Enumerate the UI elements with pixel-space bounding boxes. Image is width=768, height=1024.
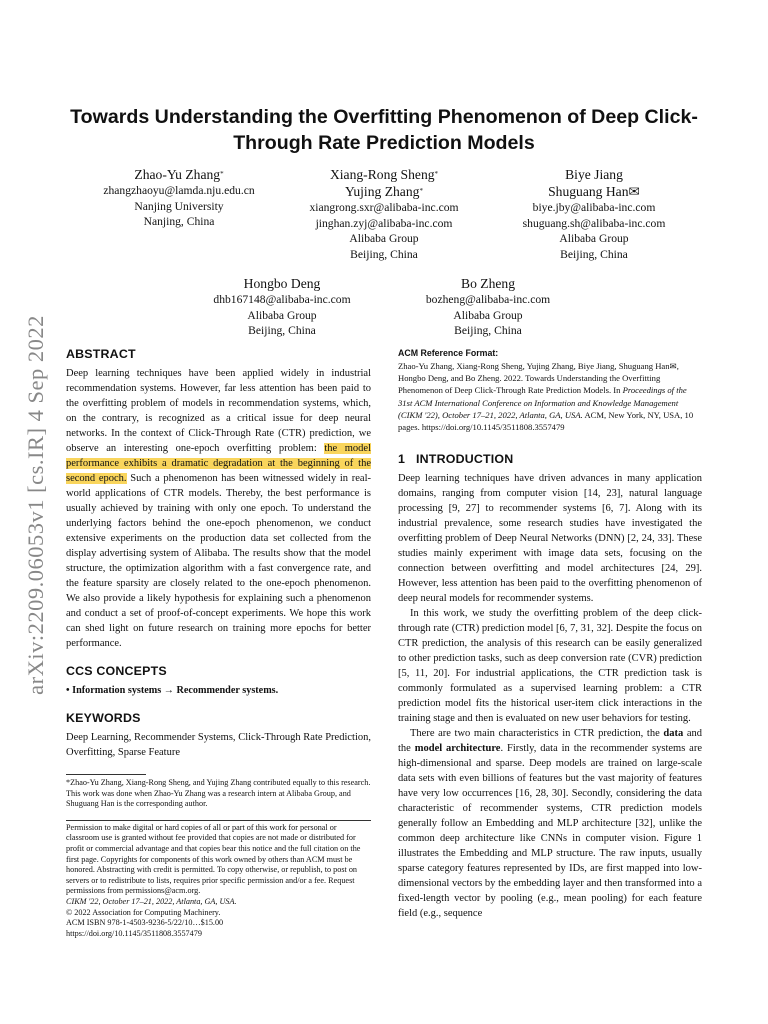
acm-ref-authors: Zhao-Yu Zhang, Xiang-Rong Sheng, Yujing Zhang, Biye Jiang, Shuguang Han✉, Hongbo Deng, and Bo Zheng. 2022. Towards Understanding the Overfitting Phenomenon of Deep Click-Through Rate Prediction Models. In — [398, 361, 679, 396]
author-name: Hongbo Deng — [243, 276, 321, 291]
author-email: jinghan.zyj@alibaba-inc.com — [315, 216, 453, 230]
acm-reference-heading: ACM Reference Format: — [398, 348, 499, 358]
author-location: Beijing, China — [350, 247, 418, 261]
abstract-text — [66, 366, 371, 651]
intro-text-part: . Firstly, data in the recommender systems are high-dimensional and sparse. Deep models are trained on large-scale data sets with even billions of features but the vast majority of features have very low occurrences [16, 28, 30]. Secondly, considering the data characteristic of recommender systems, CTR prediction models generally follow an Embedding and MLP architecture [32], unlike the common deep architecture like CNNs in computer vision. Figure 1 illustrates the Embedding and MLP structure. The raw inputs, usually sparse category features represented by IDs, are first mapped into low-dimensional vectors by the embedding layer and then transformed into a fixed-length vector by pooling (e.g., mean pooling) for each feature field (e.g., sequence — [398, 743, 703, 920]
author-block-5 — [390, 275, 586, 339]
author-location: Beijing, China — [248, 324, 316, 337]
abstract-text-part: Such a phenomenon has been witnessed widely in real-world applications of CTR models. Thereby, the best performance is usually achieved by training with only one epoch. To understand the underlying factors behind the one-epoch phenomenon, we conduct extensive experiments on the production data set collected from the display advertising system of Alibaba. The results show that the model structure, the optimization algorithm with a fast convergence rate, and the feature sparsity are closely related to the one-epoch phenomenon. We also provide a likely hypothesis for explaining such a phenomenon and conduct a set of proof-of-concept experiments. We hope this work can shed light on future research on training more epochs for better performance. — [66, 473, 371, 649]
author-name: Biye Jiang — [565, 167, 623, 182]
intro-paragraph-3 — [398, 726, 702, 921]
abstract-highlight: the model performance exhibits a dramatic degradation at the beginning of the second epoch. — [66, 443, 371, 484]
arxiv-stamp-text: arXiv:2209.06053v1 [cs.IR] 4 Sep 2022 — [23, 315, 48, 695]
conference-line — [66, 897, 371, 908]
author-name: Xiang-Rong Sheng* — [329, 167, 439, 182]
ccs-heading: CCS CONCEPTS — [66, 664, 167, 678]
permission-divider — [66, 820, 371, 821]
author-email: zhangzhaoyu@lamda.nju.edu.cn — [103, 184, 255, 197]
author-email: bozheng@alibaba-inc.com — [425, 293, 551, 306]
intro-bold-term: model architecture — [414, 743, 501, 755]
author-email: shuguang.sh@alibaba-inc.com — [522, 216, 666, 230]
author-name: Shuguang Han✉ — [548, 184, 640, 199]
permission-text: Permission to make digital or hard copies of all or part of this work for personal or classroom use is granted without fee provided that copies are not made or distributed for profit or commercial advantage and that copies bear this notice and the full citation on the first page. Copyrights for components of this work owned by others than ACM must be honored. Abstracting with credit is permitted. To copy otherwise, or republish, to post on servers or to redistribute to lists, requires prior specific permission and/or a fee. Request permissions from permissions@acm.org. — [66, 822, 361, 896]
ccs-concept: • Information systems → Recommender systems. — [66, 685, 279, 696]
acm-ref-venue: Proceedings of the 31st ACM International Conference on Information and Knowledge Management (CIKM '22), October 17–21, 2022, Atlanta, GA, USA. — [398, 385, 687, 420]
author-affiliation: Nanjing University — [134, 199, 224, 213]
author-email: xiangrong.sxr@alibaba-inc.com — [309, 201, 459, 214]
doi-line: https://doi.org/10.1145/3511808.3557479 — [66, 928, 202, 938]
author-affiliation: Alibaba Group — [349, 232, 419, 245]
intro-bold-term: data — [663, 728, 684, 740]
author-location: Beijing, China — [560, 247, 628, 261]
conference-text: CIKM '22, October 17–21, 2022, Atlanta, GA, USA. — [66, 896, 237, 906]
author-name: Yujing Zhang* — [345, 184, 423, 199]
copyright-line: © 2022 Association for Computing Machinery. — [66, 907, 221, 917]
acm-reference-text — [398, 360, 702, 433]
author-affiliation: Alibaba Group — [559, 232, 629, 245]
intro-paragraph-2: In this work, we study the overfitting problem of the deep click-through rate (CTR) prediction model [6, 7, 31, 32]. Despite the focus on CTR prediction, the analysis of this research can be easily generalized to other prediction tasks, such as deep conversion rate (CVR) prediction [5, 11, 20]. For industrial applications, the CTR prediction task is commonly formulated as a supervised learning problem: a CTR prediction model fits the historical user-item click interactions in the training stage and then is evaluated on new user behaviors for testing. — [398, 608, 702, 725]
acm-ref-tail: ACM, New York, NY, USA, 10 pages. https://doi.org/10.1145/3511808.3557479 — [398, 409, 694, 433]
author-email: biye.jby@alibaba-inc.com — [532, 201, 656, 214]
equal-contribution-footnote: *Zhao-Yu Zhang, Xiang-Rong Sheng, and Yujing Zhang contributed equally to this research. This work was done when Zhao-Yu Zhang was a research intern at Alibaba Group, and Shuguang Han is the corresponding author. — [66, 778, 371, 809]
author-name: Bo Zheng — [461, 276, 515, 291]
author-name: Zhao-Yu Zhang* — [134, 167, 224, 182]
author-block-4 — [184, 275, 380, 339]
author-location: Nanjing, China — [143, 215, 215, 228]
author-block-2 — [286, 166, 482, 262]
intro-text-part: There are two main characteristics in CTR prediction, the — [410, 728, 664, 740]
author-email: dhb167148@alibaba-inc.com — [213, 293, 351, 306]
permission-block — [66, 823, 371, 940]
author-block-3 — [496, 166, 692, 262]
author-block-1 — [86, 166, 272, 230]
introduction-heading: 1 INTRODUCTION — [398, 452, 514, 467]
abstract-text-part: Deep learning techniques have been applied widely in industrial recommendation systems. However, far less attention has been paid to the overfitting problem of models in recommendation systems, which, on the contrary, is recognized as a critical issue for deep neural networks. In the context of Click-Through Rate (CTR) prediction, we observe an interesting one-epoch overfitting problem: — [66, 368, 371, 454]
author-affiliation: Alibaba Group — [453, 308, 523, 322]
left-column — [66, 346, 371, 939]
arxiv-stamp — [18, 290, 54, 720]
author-affiliation: Alibaba Group — [247, 308, 317, 322]
footnote-divider — [66, 774, 146, 775]
keywords-heading: KEYWORDS — [66, 711, 141, 725]
paper-title: Towards Understanding the Overfitting Phenomenon of Deep Click-Through Rate Prediction Models — [70, 106, 698, 154]
abstract-heading: ABSTRACT — [66, 347, 136, 361]
intro-text-part: and the — [398, 728, 702, 755]
isbn-line: ACM ISBN 978-1-4503-9236-5/22/10…$15.00 — [66, 918, 224, 928]
intro-paragraph-1: Deep learning techniques have driven advances in many application domains, ranging from computer vision [14, 23], natural language processing [9, 27] to recommender systems [6, 7]. Along with its industrial prevalence, some research studies have investigated the overfitting problem of Deep Neural Networks (DNN) [2, 24, 33]. These studies mainly experiment with image data sets, focusing on the connection between overfitting and model architectures [24, 29]. However, less attention has been paid to the overfitting phenomenon of deep neural models for recommender systems. — [398, 473, 702, 605]
author-location: Beijing, China — [454, 324, 522, 337]
ccs-text — [66, 683, 371, 698]
right-column — [398, 348, 702, 921]
keywords-text: Deep Learning, Recommender Systems, Click-Through Rate Prediction, Overfitting, Sparse Feature — [66, 732, 371, 758]
